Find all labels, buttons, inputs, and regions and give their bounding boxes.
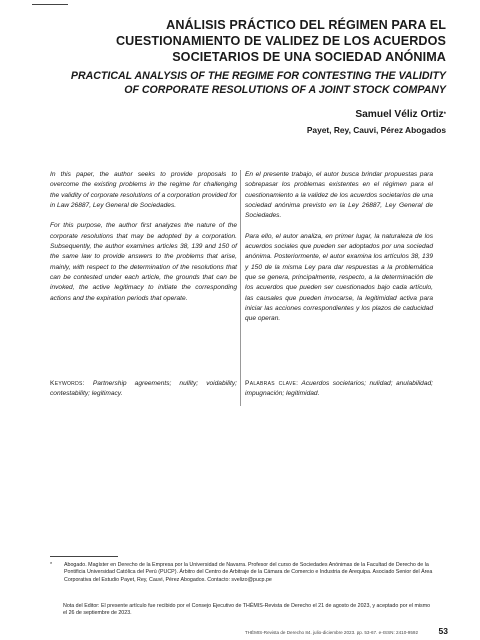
author-affiliation: Payet, Rey, Cauvi, Pérez Abogados [306,125,446,135]
abstract-spanish [245,170,433,335]
author-footnote-mark: * [443,112,446,118]
keywords-english-label: Keywords: [50,380,85,387]
column-divider [240,170,241,406]
abstract-spanish-paragraph: Para ello, el autor analiza, en primer lugar, la naturaleza de los acuerdos sociales que pueden ser adoptados por una sociedad anónima. Posteriormente, el autor examina los artículos 38, 139 y 150 de la misma Ley para dar respuestas a la problemática que se genera, principalmente, respecto, a la determinación de los acuerdos que pueden ser cuestionados bajo cada artículo, las causales que pueden invocarse, la legitimidad activa para iniciar las acciones correspondientes y los plazos de caducidad que operan. [245,232,433,323]
title-spanish-line: CUESTIONAMIENTO DE VALIDEZ DE LOS ACUERDOS [115,34,446,48]
author-name [355,108,446,122]
abstract-spanish-paragraph: En el presente trabajo, el autor busca brindar propuestas para sobrepasar los problemas existentes en el régimen para el cuestionamiento a la validez de los acuerdos societarios de una sociedad anónima previsto en la Ley 26887, Ley General de Sociedades. [245,171,433,220]
abstract-english [50,170,237,314]
page-number: 53 [438,626,448,636]
title-spanish [60,17,446,65]
title-english-line: PRACTICAL ANALYSIS OF THE REGIME FOR CONTESTING THE VALIDITY [70,70,446,82]
editor-note: Nota del Editor: El presente artículo fue recibido por el Consejo Ejecutivo de THĒMIS-Revista de Derecho el 21 de agosto de 2023, y aceptado por el mismo el 26 de septiembre de 2023. [63,603,431,617]
author-footnote [50,562,433,584]
title-english-line: OF CORPORATE RESOLUTIONS OF A JOINT STOCK COMPANY [124,84,446,96]
author-name-text: Samuel Véliz Ortiz [355,109,444,120]
footnote-mark: * [50,562,53,568]
title-spanish-line: SOCIETARIOS DE UNA SOCIEDAD ANÓNIMA [172,50,446,64]
keywords-spanish-text: Acuerdos societarios; nulidad; anulabilidad; impugnación; legitimidad. [245,380,434,398]
keywords-spanish [245,379,433,400]
abstract-english-paragraph: For this purpose, the author first analyzes the nature of the corporate resolutions that may be adopted by a corporation. Subsequently, the author examines articles 38, 139 and 150 of the same law to provide answers to the problems that arise, mainly, with respect to the determination of the resolutions that can be contested under each article, the grounds that can be invoked, the active legitimacy to initiate the corresponding actions and the expiration periods that operate. [50,222,237,302]
keywords-spanish-label: Palabras clave: [245,380,299,387]
title-english [60,69,446,97]
title-spanish-line: ANÁLISIS PRÁCTICO DEL RÉGIMEN PARA EL [166,18,446,32]
keywords-english-text: Partnership agreements; nullity; voidability; contestability; legitimacy. [50,380,237,398]
running-footer: THĒMIS-Revista de Derecho 84. julio-diciembre 2023. pp. 53-67. e-ISSN: 2410-9592 [244,630,418,635]
top-rule [32,4,68,5]
footnote-rule [50,556,118,557]
footnote-text: Abogado. Magíster en Derecho de la Empresa por la Universidad de Navarra. Profesor del curso de Sociedades Anónimas de la Facultad de Derecho de la Pontificia Universidad Católica del Perú (PUCP). Árbitro del Centro de Arbitraje de la Cámara de Comercio e Industria de Arequipa. Asociado Senior del Área Corporativa del Estudio Payet, Rey, Cauvi, Pérez Abogados. Contacto: svelizo@pucp.pe [64,562,433,583]
abstract-english-paragraph: In this paper, the author seeks to provide proposals to overcome the existing problems in the regime for challenging the validity of corporate resolutions of a corporation provided for in Law 26887, Ley General de Sociedades. [50,171,237,209]
keywords-english [50,379,237,400]
